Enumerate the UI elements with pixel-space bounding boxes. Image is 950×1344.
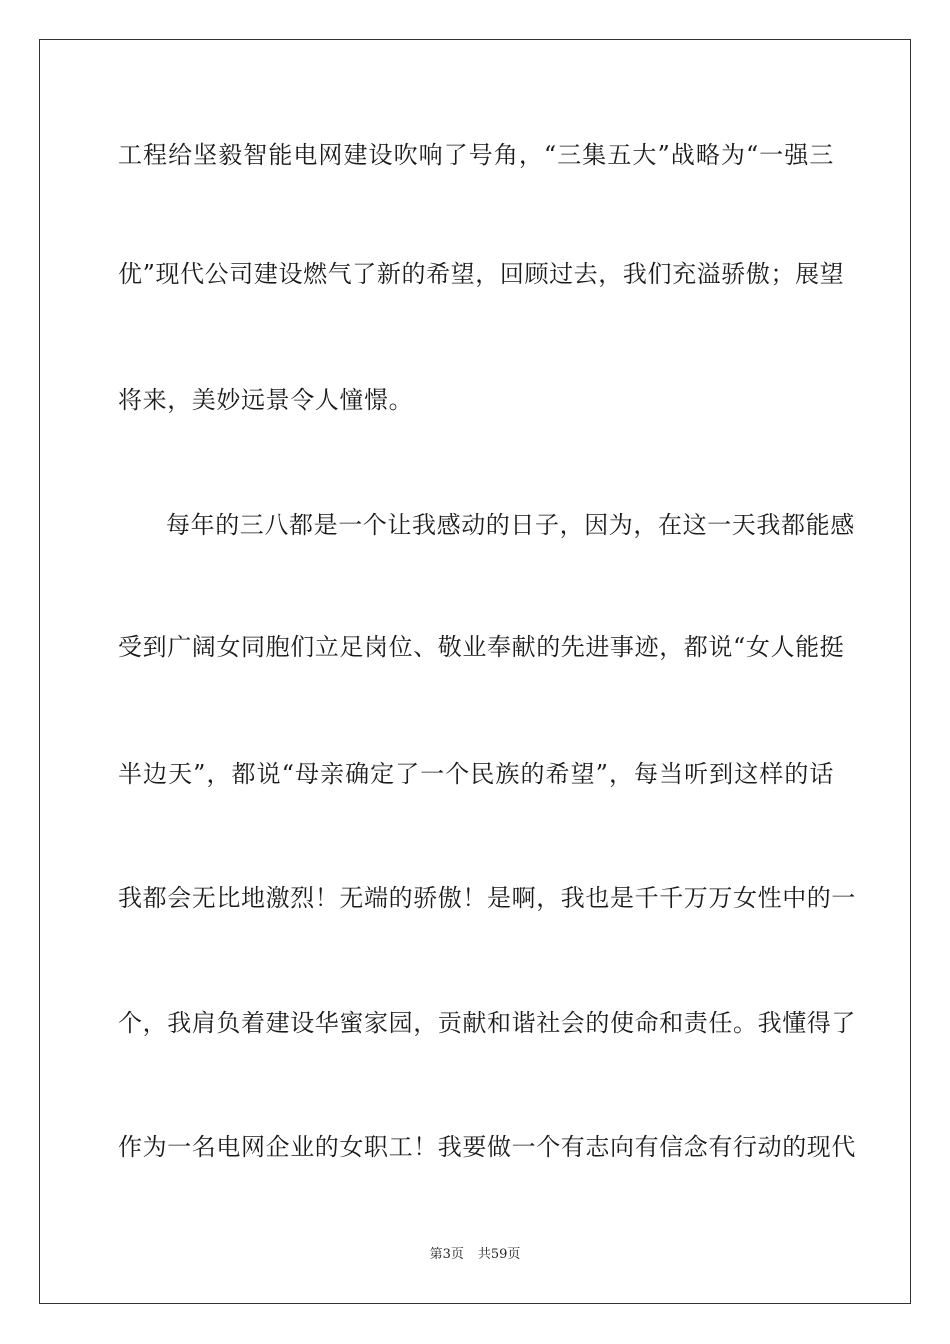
paragraph-line: 个，我肩负着建设华蜜家园，贡献和谐社会的使命和责任。我懂得了	[118, 1009, 856, 1037]
page-total: 共59页	[477, 1247, 521, 1262]
paragraph-line: 半边天”，都说“母亲确定了一个民族的希望”，每当听到这样的话	[118, 760, 834, 788]
page-number: 第3页	[429, 1247, 464, 1262]
page-border	[39, 39, 911, 1304]
paragraph-line: 优”现代公司建设燃气了新的希望，回顾过去，我们充溢骄傲；展望	[118, 260, 845, 288]
paragraph-line: 作为一名电网企业的女职工！我要做一个有志向有信念有行动的现代	[118, 1133, 856, 1161]
paragraph-line: 我都会无比地激烈！无端的骄傲！是啊，我也是千千万万女性中的一	[118, 884, 856, 912]
page-footer	[0, 1246, 950, 1264]
paragraph-line: 将来，美妙远景令人憧憬。	[118, 386, 414, 414]
paragraph-line: 工程给坚毅智能电网建设吹响了号角，“三集五大”战略为“一强三	[118, 141, 834, 169]
paragraph-first-line: 每年的三八都是一个让我感动的日子，因为，在这一天我都能感	[166, 511, 855, 539]
paragraph-line: 受到广阔女同胞们立足岗位、敬业奉献的先进事迹，都说“女人能挺	[118, 633, 845, 661]
